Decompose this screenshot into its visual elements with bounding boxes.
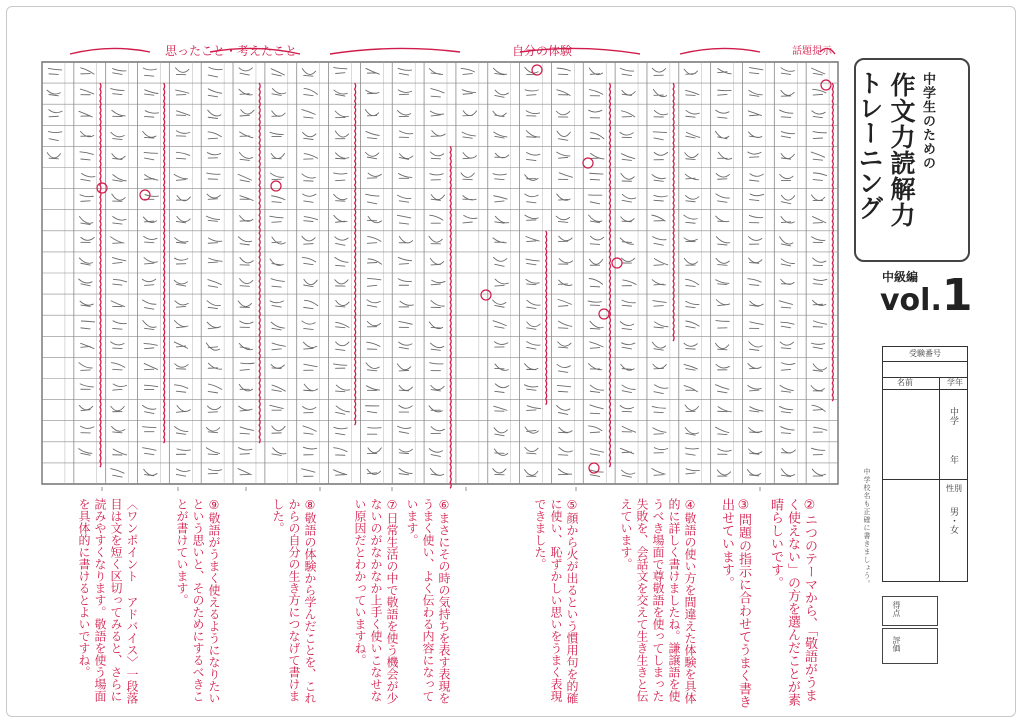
correction-text: 敬語の体験から学んだことを、これからの自分の生き方につなげて書けました。 [271,498,317,704]
gender-label: 性別 [946,484,962,493]
section-label-experience: 自分の体験 [512,44,573,58]
grade-stamp-label: 評価 [892,636,901,652]
volume-prefix: vol. [880,283,942,318]
correction-text: 顔から火が出るという慣用句を的確に使い、恥ずかしい思いをうまく表現できました。 [533,498,579,704]
exam-number-label: 受験番号 [883,347,967,362]
header-arc [330,48,460,54]
correction-text: ニつのテーマから、「敬語がうまく使えない」の方を選んだことが素晴らしいです。 [768,498,817,706]
correction-text: 敬語がうまく使えるようになりたいという思いと、そのためにするべきことが書けています。 [175,498,221,704]
school-name-field[interactable] [883,389,939,479]
correction-number: ⑥ [437,498,451,512]
side-note: 中学校名も正確に書きましょう。 [863,468,871,588]
correction-comment [404,498,452,708]
correction-number: ⑦ [385,498,399,512]
correction-text: 日常生活の中で敬語を使う機会が少ないのがなかなか上手く使いこなせない原因だとわかっていますね。 [353,498,399,704]
correction-comment [77,498,140,708]
correction-number: ⑤ [565,498,579,512]
grade-field-label: 学年 [947,378,963,387]
grade-label: 中級編 [882,270,919,284]
gender-options[interactable]: 男・女 [948,507,958,534]
volume-label [880,270,973,321]
correction-number: ④ [683,498,697,512]
correction-comment [770,498,818,708]
school-suffix: 中学 [948,407,958,425]
correction-comment [270,498,318,708]
exam-number-field[interactable] [883,361,967,378]
title-subtitle: 中学生のための [920,72,935,170]
correction-number: ⑧ [303,498,317,512]
header-arc [70,48,150,54]
header-arc [680,48,760,54]
section-label-thoughts: 思ったこと・考えたこと [165,44,298,58]
correction-comment [174,498,222,708]
student-name-field[interactable] [883,480,939,580]
title-main-line1: 作文力読解力 [887,72,916,228]
correction-comment [532,498,580,708]
correction-number: ③ [736,498,751,513]
correction-comment [619,498,698,708]
correction-comment [352,498,400,708]
volume-number: 1 [941,270,973,321]
correction-text: 〈ワンポイント アドバイス〉一段落目は文を短く区切ってみると、さらに読みやすくなります。敬語を使う場面を具体的に書けるとよいですね。 [77,498,139,704]
name-label: 名前 [897,378,913,387]
correction-number: ② [802,498,817,513]
section-label-topic: 話題提示 [792,46,832,57]
score-stamp-label: 得点 [892,601,901,617]
correction-text: 問題の指示に合わせてうまく書き出せています。 [719,498,751,708]
correction-number: ⑨ [207,498,221,512]
correction-text: まさにその時の気持ちを表す表現をうまく使い、よく伝わる内容になっています。 [405,498,451,704]
title-main-line2: トレーニング [855,70,884,220]
correction-text: 敬語の使い方を間違えた体験を具体的に詳しく書けましたね。謙譲語を使うべき場面で尊敬語を使ってしまった失敗を、会話文を交えて生き生きと伝えています。 [619,498,697,704]
year-suffix: 年 [948,455,958,464]
registration-form [882,346,968,582]
correction-comment [704,498,752,708]
